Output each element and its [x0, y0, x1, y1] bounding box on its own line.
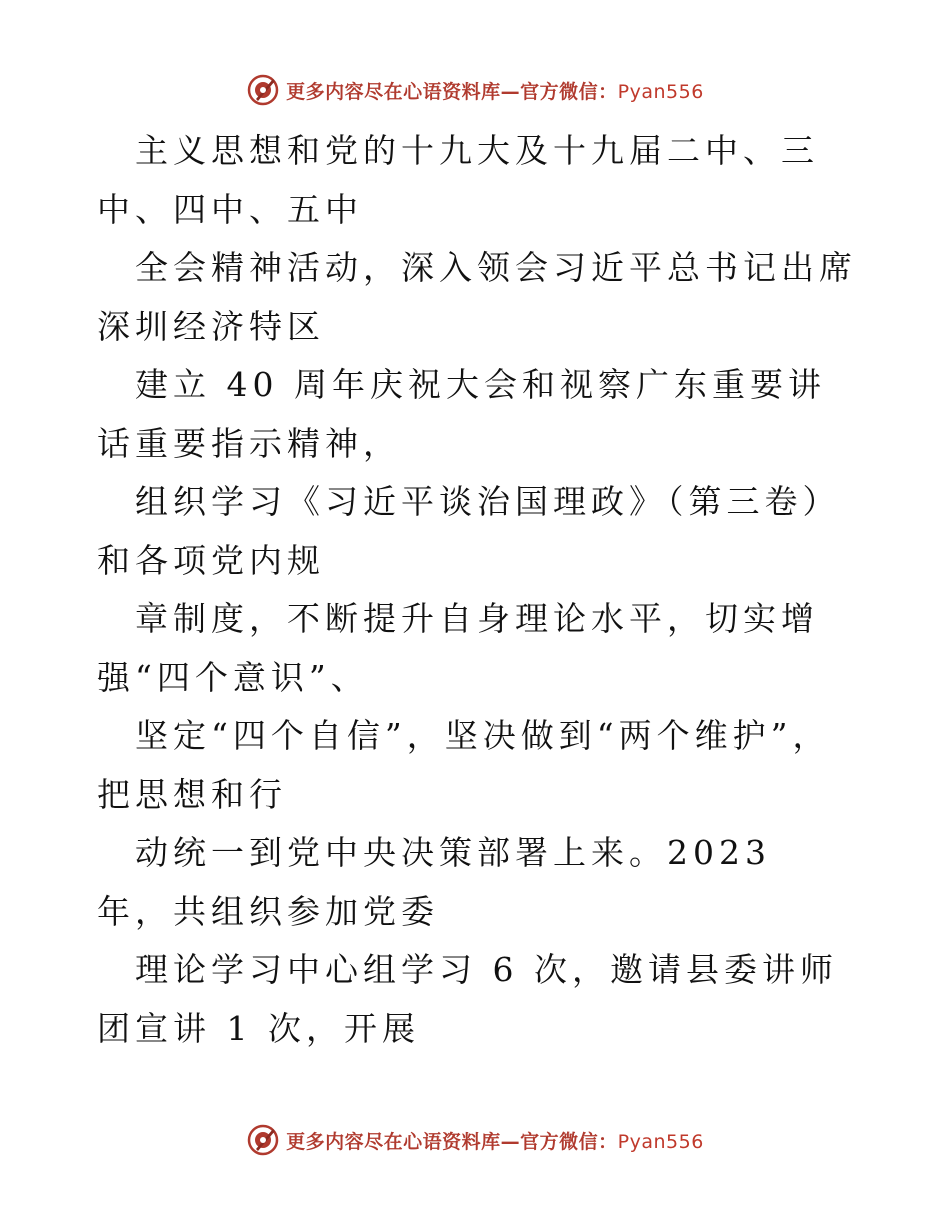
- watermark-wechat-id: Pyan556: [617, 80, 704, 103]
- paragraph: 动统一到党中央决策部署上来。2023 年，共组织参加党委: [97, 833, 787, 931]
- paragraph: 章制度，不断提升自身理论水平，切实增强“四个意识”、: [97, 599, 819, 697]
- header-watermark: [0, 70, 950, 110]
- paragraph: 理论学习中心组学习 6 次，邀请县委讲师团宣讲 1 次，开展: [97, 950, 838, 1048]
- watermark-text: [286, 77, 704, 104]
- footer-watermark: [0, 1120, 950, 1160]
- document-body: [97, 122, 857, 1058]
- pen-logo-icon: [246, 73, 280, 107]
- paragraph: 建立 40 周年庆祝大会和视察广东重要讲话重要指示精神，: [97, 365, 826, 463]
- paragraph: 主义思想和党的十九大及十九届二中、三中、四中、五中: [97, 131, 819, 229]
- pen-logo-icon: [246, 1123, 280, 1157]
- paragraph: 坚定“四个自信”，坚决做到“两个维护”，把思想和行: [97, 716, 831, 814]
- paragraph: 全会精神活动，深入领会习近平总书记出席深圳经济特区: [97, 248, 857, 346]
- watermark-wechat-id: Pyan556: [617, 1130, 704, 1153]
- watermark-caption: 更多内容尽在心语资料库—官方微信：: [286, 1130, 618, 1153]
- watermark-caption: 更多内容尽在心语资料库—官方微信：: [286, 80, 618, 103]
- paragraph: 组织学习《习近平谈治国理政》（第三卷）和各项党内规: [97, 482, 841, 580]
- watermark-text: [286, 1127, 704, 1154]
